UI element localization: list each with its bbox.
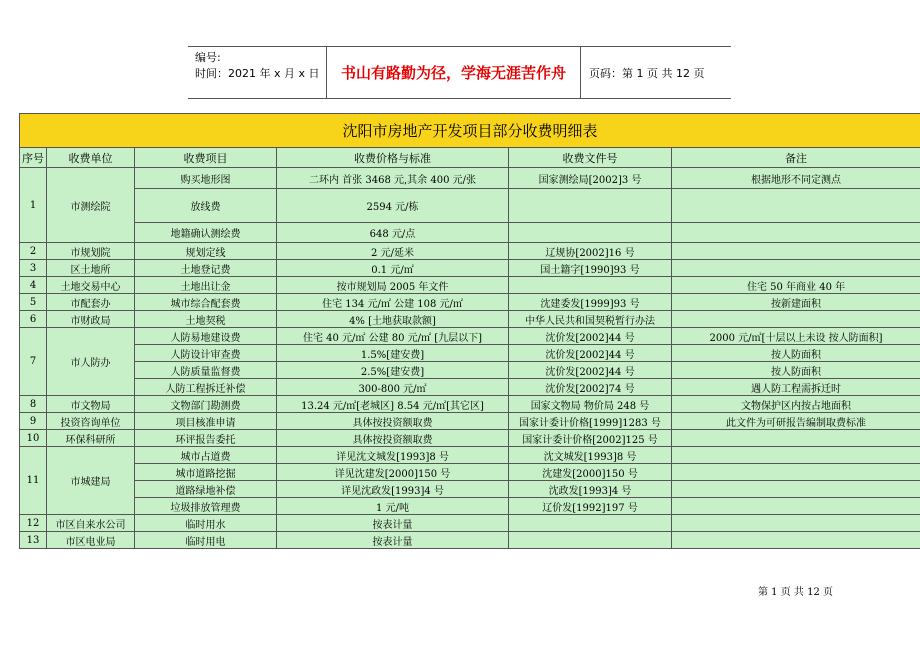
fee-item: 地籍确认测绘费 xyxy=(135,223,277,243)
fee-doc xyxy=(509,277,672,294)
table-row xyxy=(20,277,920,294)
fee-note xyxy=(672,447,920,464)
fee-unit: 区土地所 xyxy=(47,260,135,277)
table-title: 沈阳市房地产开发项目部分收费明细表 xyxy=(20,114,920,148)
table-row xyxy=(20,294,920,311)
row-number: 5 xyxy=(20,294,47,311)
table-row xyxy=(20,189,920,223)
fee-doc xyxy=(509,532,672,549)
col-header: 收费文件号 xyxy=(509,148,672,168)
fee-doc: 国家计委计价格[1999]1283 号 xyxy=(509,413,672,430)
table-row xyxy=(20,464,920,481)
fee-unit: 市测绘院 xyxy=(47,168,135,243)
table-row xyxy=(20,243,920,260)
row-number: 11 xyxy=(20,447,47,515)
fee-doc: 沈价发[2002]44 号 xyxy=(509,328,672,345)
fee-note xyxy=(672,223,920,243)
fee-price: 2594 元/栋 xyxy=(277,189,509,223)
fee-note xyxy=(672,311,920,328)
fee-unit: 环保科研所 xyxy=(47,430,135,447)
fee-note: 按人防面积 xyxy=(672,345,920,362)
table-row xyxy=(20,260,920,277)
fee-item: 垃圾排放管理费 xyxy=(135,498,277,515)
fee-doc: 沈建发[2000]150 号 xyxy=(509,464,672,481)
table-row xyxy=(20,328,920,345)
fee-note xyxy=(672,243,920,260)
fee-item: 项目核准申请 xyxy=(135,413,277,430)
row-number: 8 xyxy=(20,396,47,413)
header-slogan: 书山有路勤为径，学海无涯苦作舟 xyxy=(327,47,581,98)
row-number: 9 xyxy=(20,413,47,430)
fee-table xyxy=(19,113,920,549)
fee-item: 城市综合配套费 xyxy=(135,294,277,311)
fee-note xyxy=(672,260,920,277)
table-row xyxy=(20,515,920,532)
table-row xyxy=(20,223,920,243)
table-row xyxy=(20,168,920,189)
table-row xyxy=(20,379,920,396)
row-number: 7 xyxy=(20,328,47,396)
fee-price: 13.24 元/㎡[老城区] 8.54 元/㎡[其它区] xyxy=(277,396,509,413)
fee-note: 按新建面积 xyxy=(672,294,920,311)
fee-item: 土地契税 xyxy=(135,311,277,328)
fee-unit: 市区自来水公司 xyxy=(47,515,135,532)
fee-price: 住宅 134 元/㎡ 公建 108 元/㎡ xyxy=(277,294,509,311)
col-header: 序号 xyxy=(20,148,47,168)
row-number: 3 xyxy=(20,260,47,277)
fee-price: 4% [土地获取款额] xyxy=(277,311,509,328)
col-header: 备注 xyxy=(672,148,920,168)
fee-item: 城市占道费 xyxy=(135,447,277,464)
table-row xyxy=(20,481,920,498)
fee-price: 1.5%[建安费] xyxy=(277,345,509,362)
row-number: 2 xyxy=(20,243,47,260)
fee-item: 放线费 xyxy=(135,189,277,223)
fee-item: 土地登记费 xyxy=(135,260,277,277)
fee-doc xyxy=(509,223,672,243)
fee-item: 土地出让金 xyxy=(135,277,277,294)
fee-price: 2.5%[建安费] xyxy=(277,362,509,379)
table-row xyxy=(20,430,920,447)
page-footer: 第 1 页 共 12 页 xyxy=(758,587,833,598)
row-number: 6 xyxy=(20,311,47,328)
fee-unit: 市文物局 xyxy=(47,396,135,413)
table-row xyxy=(20,532,920,549)
row-number: 13 xyxy=(20,532,47,549)
fee-price: 300-800 元/㎡ xyxy=(277,379,509,396)
fee-item: 人防易地建设费 xyxy=(135,328,277,345)
fee-doc: 沈政发[1993]4 号 xyxy=(509,481,672,498)
fee-item: 环评报告委托 xyxy=(135,430,277,447)
fee-unit: 投资咨询单位 xyxy=(47,413,135,430)
fee-price: 按表计量 xyxy=(277,515,509,532)
fee-note: 按人防面积 xyxy=(672,362,920,379)
fee-doc: 国家计委计价格[2002]125 号 xyxy=(509,430,672,447)
fee-price: 详见沈政发[1993]4 号 xyxy=(277,481,509,498)
fee-item: 临时用水 xyxy=(135,515,277,532)
fee-note: 住宅 50 年商业 40 年 xyxy=(672,277,920,294)
fee-price: 按市规划局 2005 年文件 xyxy=(277,277,509,294)
row-number: 1 xyxy=(20,168,47,243)
table-row xyxy=(20,345,920,362)
fee-price: 2 元/延米 xyxy=(277,243,509,260)
fee-price: 详见沈文城发[1993]8 号 xyxy=(277,447,509,464)
fee-unit: 土地交易中心 xyxy=(47,277,135,294)
table-row xyxy=(20,498,920,515)
fee-doc: 中华人民共和国契税暂行办法 xyxy=(509,311,672,328)
row-number: 4 xyxy=(20,277,47,294)
fee-doc: 辽规协[2002]16 号 xyxy=(509,243,672,260)
fee-note: 文物保护区内按占地面积 xyxy=(672,396,920,413)
fee-item: 人防工程拆迁补偿 xyxy=(135,379,277,396)
fee-item: 规划定线 xyxy=(135,243,277,260)
fee-note: 此文件为可研报告编制取费标准 xyxy=(672,413,920,430)
fee-doc: 国家测绘局[2002]3 号 xyxy=(509,168,672,189)
fee-unit: 市配套办 xyxy=(47,294,135,311)
fee-price: 二环内 首张 3468 元,其余 400 元/张 xyxy=(277,168,509,189)
table-row xyxy=(20,413,920,430)
table-row xyxy=(20,311,920,328)
fee-unit: 市区电业局 xyxy=(47,532,135,549)
col-header: 收费项目 xyxy=(135,148,277,168)
table-row xyxy=(20,362,920,379)
col-header: 收费价格与标准 xyxy=(277,148,509,168)
col-header: 收费单位 xyxy=(47,148,135,168)
row-number: 12 xyxy=(20,515,47,532)
fee-price: 1 元/吨 xyxy=(277,498,509,515)
fee-item: 道路绿地补偿 xyxy=(135,481,277,498)
fee-price: 按表计量 xyxy=(277,532,509,549)
table-row xyxy=(20,396,920,413)
fee-item: 购买地形图 xyxy=(135,168,277,189)
fee-price: 0.1 元/㎡ xyxy=(277,260,509,277)
header-meta xyxy=(188,47,327,98)
fee-price: 详见沈建发[2000]150 号 xyxy=(277,464,509,481)
fee-unit: 市城建局 xyxy=(47,447,135,515)
fee-note: 2000 元/㎡[十层以上未设 按人防面积] xyxy=(672,328,920,345)
fee-note xyxy=(672,498,920,515)
fee-doc: 国家文物局 物价局 248 号 xyxy=(509,396,672,413)
time-label: 时间：2021 年 x 月 x 日 xyxy=(195,67,320,80)
header-page-info: 页码：第 1 页 共 12 页 xyxy=(589,66,705,80)
fee-note xyxy=(672,515,920,532)
fee-unit: 市人防办 xyxy=(47,328,135,396)
fee-item: 人防质量监督费 xyxy=(135,362,277,379)
fee-doc xyxy=(509,189,672,223)
fee-price: 648 元/点 xyxy=(277,223,509,243)
fee-unit: 市规划院 xyxy=(47,243,135,260)
fee-doc: 国土籍字[1990]93 号 xyxy=(509,260,672,277)
page-header xyxy=(188,46,731,99)
fee-note xyxy=(672,189,920,223)
fee-doc: 沈价发[2002]44 号 xyxy=(509,362,672,379)
fee-doc xyxy=(509,515,672,532)
fee-price: 住宅 40 元/㎡ 公建 80 元/㎡ [九层以下] xyxy=(277,328,509,345)
fee-note xyxy=(672,532,920,549)
row-number: 10 xyxy=(20,430,47,447)
fee-unit: 市财政局 xyxy=(47,311,135,328)
fee-doc: 沈建委发[1999]93 号 xyxy=(509,294,672,311)
fee-doc: 沈文城发[1993]8 号 xyxy=(509,447,672,464)
fee-price: 具体按投资额取费 xyxy=(277,430,509,447)
fee-item: 人防设计审查费 xyxy=(135,345,277,362)
fee-doc: 沈价发[2002]44 号 xyxy=(509,345,672,362)
fee-item: 城市道路挖掘 xyxy=(135,464,277,481)
fee-doc: 辽价发[1992]197 号 xyxy=(509,498,672,515)
fee-note: 根据地形不同定测点 xyxy=(672,168,920,189)
fee-note xyxy=(672,481,920,498)
fee-note xyxy=(672,430,920,447)
table-row xyxy=(20,447,920,464)
fee-doc: 沈价发[2002]74 号 xyxy=(509,379,672,396)
fee-note: 遇人防工程需拆迁时 xyxy=(672,379,920,396)
fee-item: 临时用电 xyxy=(135,532,277,549)
number-label: 编号: xyxy=(195,51,221,64)
fee-price: 具体按投资额取费 xyxy=(277,413,509,430)
fee-note xyxy=(672,464,920,481)
fee-item: 文物部门勘测费 xyxy=(135,396,277,413)
